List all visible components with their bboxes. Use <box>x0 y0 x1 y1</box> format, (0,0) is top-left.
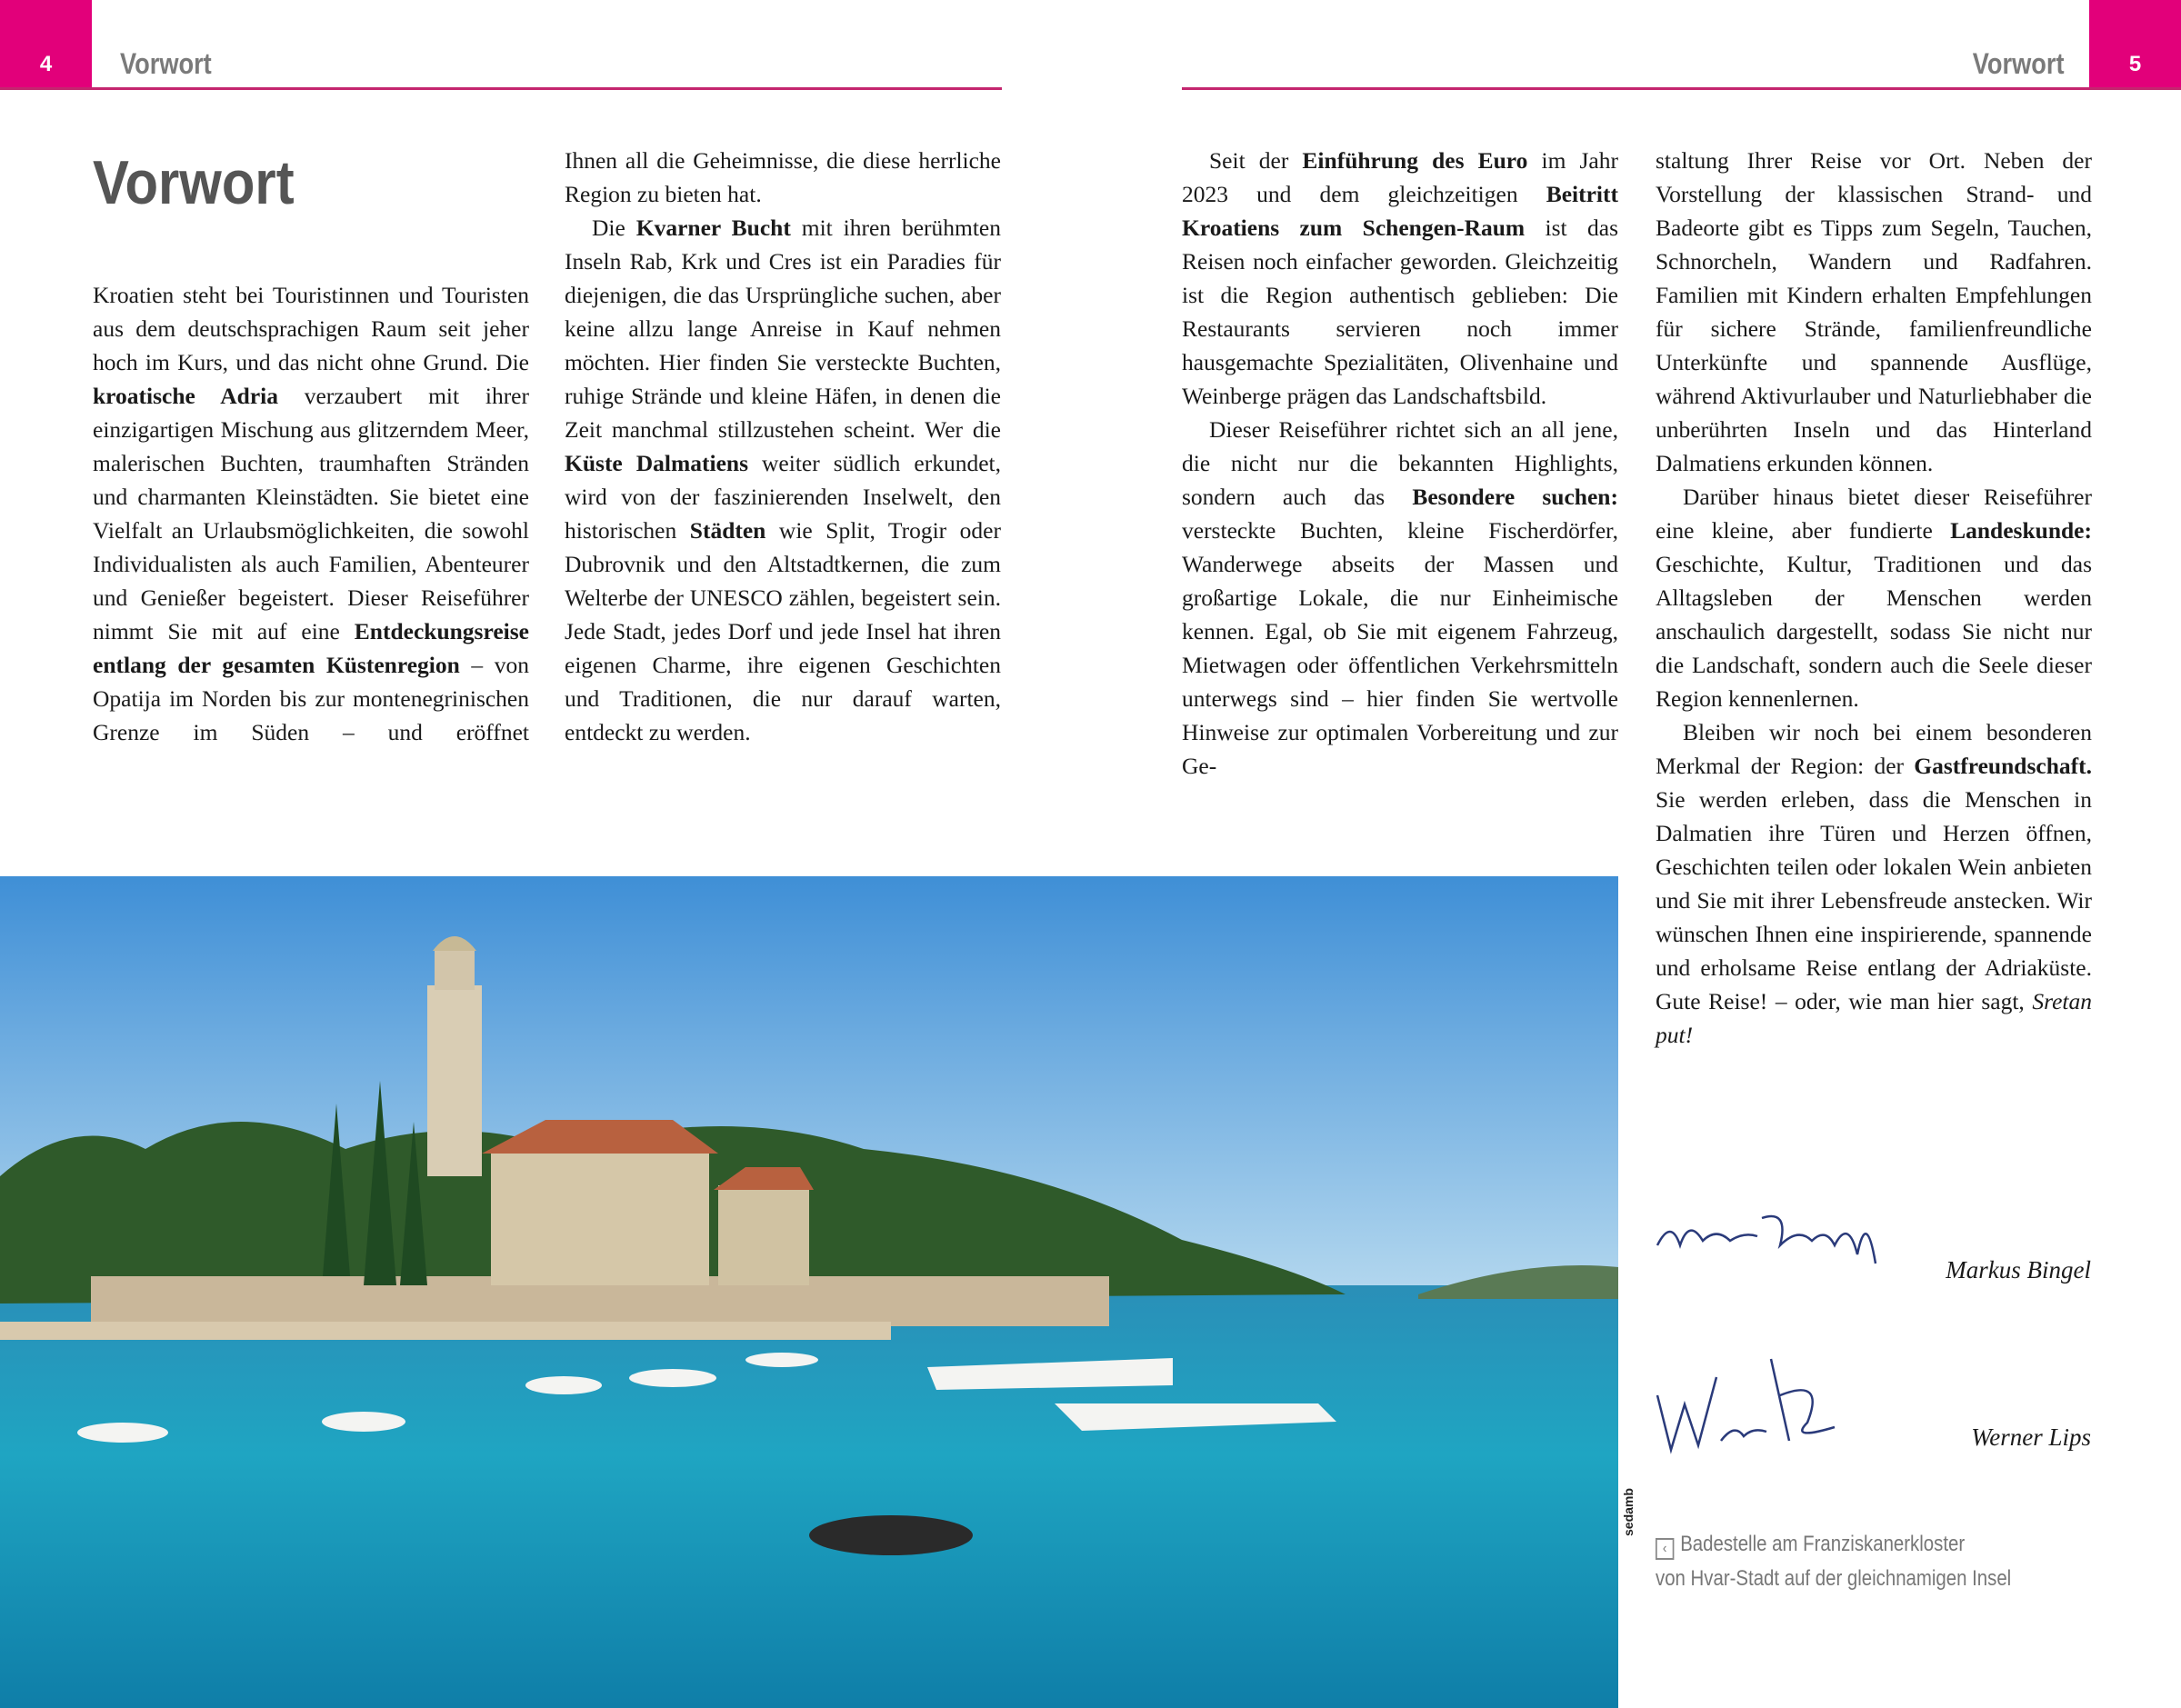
bold-text: Küste Dalmatiens <box>565 450 748 476</box>
paragraph <box>1656 715 2092 1052</box>
text: verzaubert mit ihrer einzigartigen Mischung aus glitzerndem Meer, malerischen Buchten, traumhaften Stränden und charmanten Kleinstädten. Sie bietet eine Vielfalt an Urlaubsmöglichkeiten, die sowohl Individualisten als auch Familien, Abenteurer und Genießer begeistert. Dieser Reiseführer nimmt Sie mit auf eine <box>93 383 529 644</box>
bold-text: Kvarner Bucht <box>635 215 791 241</box>
text-column-2 <box>565 144 1001 749</box>
text: staltung Ihrer Reise vor Ort. Neben der Vorstellung der klassischen Strand- und Badeorte gibt es Tipps zum Segeln, Tauchen, Schnorcheln, Wandern und Radfahren. Familien mit Kindern erhalten Empfehlungen für sichere Strände, familienfreundliche Unterkünfte und spannende Ausflüge, während Aktivurlauber und Naturliebhaber die unberührten Inseln und das Hinterland Dalmatiens erkunden können. <box>1656 147 2092 476</box>
text: weiter südlich erkundet, wird von der faszinierenden Inselwelt, den historischen <box>565 450 1001 544</box>
photo-credit: sedamb <box>1621 1488 1636 1536</box>
paragraph <box>1656 144 2092 480</box>
signature-werner-lips <box>1653 1341 1880 1468</box>
running-head-right: Vorwort <box>1973 47 2065 80</box>
text: mit ihren berühmten Inseln Rab, Krk und Cres ist ein Paradies für diejenigen, die das Ursprüngliche suchen, aber keine allzu lange Anreise in Kauf nehmen möchten. Hier finden Sie versteckte Buchten, ruhige Strände und kleine Häfen, in denen die Zeit manchmal stillzustehen scheint. Wer die <box>565 215 1001 443</box>
bold-text: Besondere suchen: <box>1412 484 1618 510</box>
bold-text: Einführung des Euro <box>1302 147 1528 174</box>
caption-line-1: Badestelle am Franziskanerkloster <box>1680 1532 1966 1556</box>
text-column-1 <box>93 278 529 749</box>
page-number-left: 4 <box>0 0 92 88</box>
page-title: Vorwort <box>93 148 295 217</box>
italic-text: Sretan put! <box>1656 988 2092 1048</box>
photo-caption <box>1656 1527 2011 1596</box>
bold-text: kroatische Adria <box>93 383 278 409</box>
paragraph <box>1182 144 1618 413</box>
page-number-right: 5 <box>2089 0 2181 88</box>
text: – von Opatija im Norden bis zur montenegrinischen Grenze im Süden – und eröffnet <box>93 652 530 745</box>
bold-text: Gastfreundschaft. <box>1914 753 2092 779</box>
signature-markus-bingel <box>1653 1191 1898 1282</box>
bold-text: Städten <box>689 517 766 544</box>
text: Geschichte, Kultur, Traditionen und das Alltagsleben der Menschen werden anschaulich dargestellt, sodass Sie nicht nur die Landschaft, sondern auch die Seele dieser Region kennenlernen. <box>1656 551 2092 712</box>
header-rule-right <box>1182 87 2181 90</box>
arrow-left-icon: ‹ <box>1656 1538 1674 1560</box>
text: Ihnen all die Geheimnisse, die diese herrliche Region zu bieten hat. <box>565 147 1001 207</box>
photo-illustration <box>0 876 1618 1708</box>
signature-name-2: Werner Lips <box>1971 1423 2091 1451</box>
text: Sie werden erleben, dass die Menschen in Dalmatien ihre Türen und Herzen öffnen, Geschichten teilen oder lokalen Wein anbieten und Sie mit ihrer Lebensfreude anstecken. Wir wünschen Ihnen eine inspirierende, spannende und erholsame Reise entlang der Adriaküste. Gute Reise! – oder, wie man hier sagt, <box>1656 786 2092 1014</box>
text: Darüber hinaus bietet dieser Reiseführer eine kleine, aber fundierte <box>1656 484 2092 544</box>
photo-hvar-franciscan-monastery <box>0 876 1618 1708</box>
text: ist das Reisen noch einfacher geworden. Gleichzeitig ist die Region authentisch geblieben: Die Restaurants servieren noch immer hausgemachte Spezialitäten, Olivenhaine und Weinberge prägen das Landschaftsbild. <box>1182 215 1618 409</box>
bold-text: Beitritt Kroatiens zum Schengen-Raum <box>1182 181 1618 241</box>
text-column-3 <box>1182 144 1618 783</box>
text: im Jahr 2023 und dem gleichzeitigen <box>1182 147 1618 207</box>
paragraph <box>565 211 1001 749</box>
text: Dieser Reiseführer richtet sich an all jene, die nicht nur die bekannten Highlights, sondern auch das <box>1182 416 1618 510</box>
bold-text: Landeskunde: <box>1950 517 2092 544</box>
text-column-4 <box>1656 144 2092 1052</box>
running-head-left: Vorwort <box>120 47 212 80</box>
bold-text: Entdeckungsreise entlang der gesamten Küstenregion <box>93 618 529 678</box>
text: versteckte Buchten, kleine Fischerdörfer, Wanderwege abseits der Massen und großartige Lokale, die nur Einheimische kennen. Egal, ob Sie mit eigenem Fahrzeug, Mietwagen oder öffentlichen Verkehrsmitteln unterwegs sind – hier finden Sie wertvolle Hinweise zur optimalen Vorbereitung und zur Ge- <box>1182 517 1618 779</box>
paragraph <box>93 278 529 749</box>
paragraph <box>1182 413 1618 783</box>
signature-name-1: Markus Bingel <box>1946 1256 2091 1283</box>
text: Bleiben wir noch bei einem besonderen Merkmal der Region: der <box>1656 719 2092 779</box>
header-rule-left <box>0 87 1002 90</box>
caption-line-2: von Hvar-Stadt auf der gleichnamigen Insel <box>1656 1566 2012 1591</box>
text: Seit der <box>1209 147 1303 174</box>
text: Die <box>592 215 636 241</box>
text: Kroatien steht bei Touristinnen und Touristen aus dem deutschsprachigen Raum seit jeher hoch im Kurs, und das nicht ohne Grund. Die <box>93 282 529 375</box>
paragraph <box>1656 480 2092 715</box>
text: wie Split, Trogir oder Dubrovnik und den Altstadtkernen, die zum Welterbe der UNESCO zählen, begeistert sein. Jede Stadt, jedes Dorf und jede Insel hat ihren eigenen Charme, ihre eigenen Geschichten und Traditionen, die nur darauf warten, entdeckt zu werden. <box>565 517 1001 745</box>
paragraph <box>565 144 1001 211</box>
